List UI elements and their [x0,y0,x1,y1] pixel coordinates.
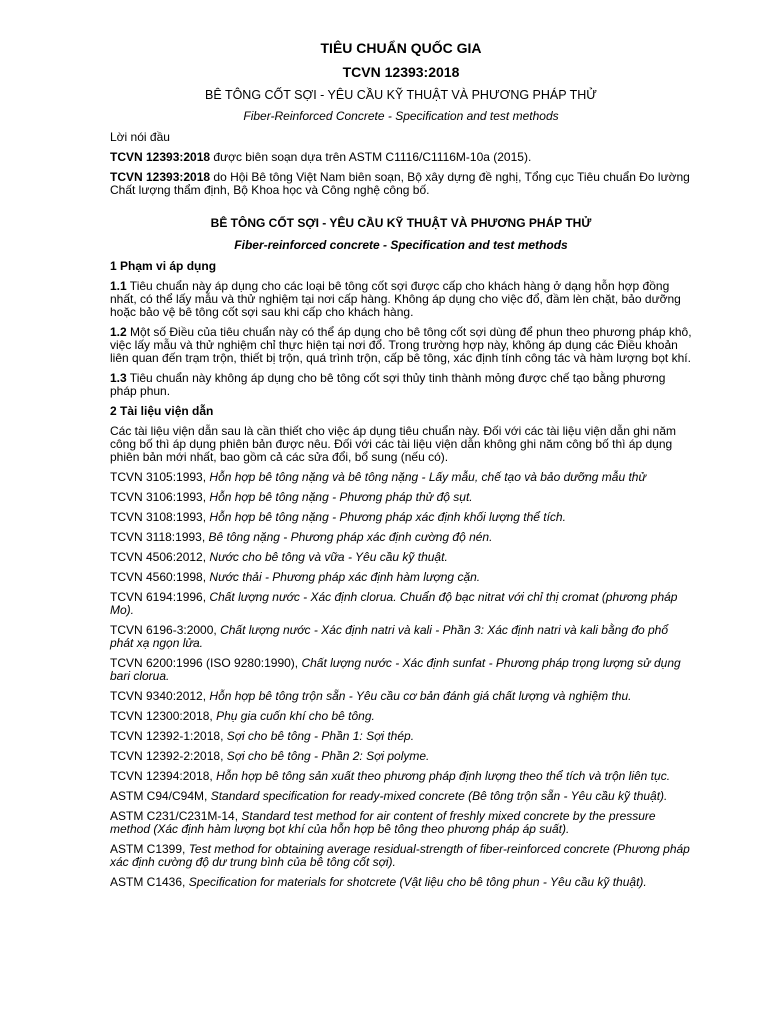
title-english: Fiber-Reinforced Concrete - Specification and test methods [243,109,559,123]
standard-code: TCVN 12393:2018 [342,64,460,80]
reference-item [110,551,692,564]
references-intro: Các tài liệu viện dẫn sau là cần thiết cho việc áp dụng tiêu chuẩn này. Đối với các tài liệu viện dẫn ghi năm công bố thì áp dụng phiên bản được nêu. Đối với các tài liệu viện dẫn không ghi năm công bố thì áp dụng phiên bản mới nhất, bao gồm cả các sửa đổi, bổ sung (nếu có). [110,424,676,464]
reference-item [110,810,692,836]
clause-text: Tiêu chuẩn này áp dụng cho các loại bê tông cốt sợi được cấp cho khách hàng ở dạng hỗn hợp đồng nhất, có thể lấy mẫu và thử nghiệm tại nơi cấp hàng. Không áp dụng cho việc đổ, đầm lèn chặt, bảo dưỡng hoặc bảo vệ bê tông cốt sợi sau khi cấp cho khách hàng. [110,279,681,319]
reference-title: Hỗn hợp bê tông nặng và bê tông nặng - Lấy mẫu, chế tạo và bảo dưỡng mẫu thử [209,470,647,484]
reference-code: ASTM C1399, [110,842,189,856]
reference-title: Hỗn hợp bê tông nặng - Phương pháp xác định khối lượng thể tích. [209,510,566,524]
reference-title: Sợi cho bê tông - Phần 1: Sợi thép. [226,729,415,743]
reference-code: TCVN 9340:2012, [110,689,210,703]
reference-code: TCVN 3108:1993, [110,510,210,524]
foreword-paragraph-2 [110,171,692,197]
reference-title: Test method for obtaining average residual-strength of fiber-reinforced concrete (Phương pháp xác định cường độ dư trung bình của bê tông cốt sợi). [110,842,690,869]
reference-title: Specification for materials for shotcrete (Vật liệu cho bê tông phun - Yêu cầu kỹ thuật). [188,875,647,889]
reference-code: TCVN 12392-2:2018, [110,749,227,763]
foreword-heading: Lời nói đầu [110,130,170,144]
reference-item [110,730,692,743]
foreword-text-2: do Hội Bê tông Việt Nam biên soạn, Bộ xây dựng đề nghị, Tổng cục Tiêu chuẩn Đo lường Chất lượng thẩm định, Bộ Khoa học và Công nghệ công bố. [110,170,690,197]
reference-title: Nước cho bê tông và vữa - Yêu cầu kỹ thuật. [209,550,448,564]
body-title-vietnamese: BÊ TÔNG CỐT SỢI - YÊU CẦU KỸ THUẬT VÀ PHƯƠNG PHÁP THỬ [210,216,592,230]
national-standard-heading: TIÊU CHUẨN QUỐC GIA [320,40,482,56]
reference-code: TCVN 4506:2012, [110,550,210,564]
clause-text: Một số Điều của tiêu chuẩn này có thể áp dụng cho bê tông cốt sợi dùng để phun theo phương pháp khô, việc lấy mẫu và thử nghiệm chỉ thực hiện tại nơi đổ. Trong trường hợp này, không áp dụng các Điều khoản liên quan đến trạm trộn, thiết bị trộn, quá trình trộn, cấp bê tông, xác định tính công tác và hàm lượng bọt khí. [110,325,692,365]
body-title-english: Fiber-reinforced concrete - Specification and test methods [234,238,568,252]
reference-title: Hỗn hợp bê tông trộn sẵn - Yêu cầu cơ bản đánh giá chất lượng và nghiệm thu. [209,689,632,703]
reference-code: TCVN 4560:1998, [110,570,210,584]
reference-code: TCVN 12394:2018, [110,769,217,783]
reference-title: Chất lượng nước - Xác định clorua. Chuẩn độ bạc nitrat với chỉ thị cromat (phương pháp Mo). [110,590,678,617]
foreword-paragraph-1 [110,151,692,164]
reference-list [110,471,692,889]
reference-title: Hỗn hợp bê tông nặng - Phương pháp thử độ sụt. [209,490,473,504]
reference-item [110,531,692,544]
reference-title: Chất lượng nước - Xác định sunfat - Phương pháp trọng lượng sử dụng bari clorua. [110,656,681,683]
reference-title: Phụ gia cuốn khí cho bê tông. [216,709,375,723]
reference-item [110,750,692,763]
reference-code: ASTM C1436, [110,875,189,889]
clause-1-2 [110,326,692,365]
clause-number: 1.2 [110,325,127,339]
reference-title: Standard test method for air content of freshly mixed concrete by the pressure method (Xác định hàm lượng bọt khí của hỗn hợp bê tông theo phương pháp áp suất). [110,809,656,836]
clause-number: 1.1 [110,279,127,293]
reference-item [110,571,692,584]
reference-code: ASTM C231/C231M-14, [110,809,242,823]
clause-text: Tiêu chuẩn này không áp dụng cho bê tông cốt sợi thủy tinh thành mỏng được chế tạo bằng phương pháp phun. [110,371,666,398]
reference-code: TCVN 6194:1996, [110,590,210,604]
reference-item [110,624,692,650]
reference-title: Hỗn hợp bê tông sản xuất theo phương pháp định lượng theo thể tích và trộn liên tục. [216,769,671,783]
clause-1-1 [110,280,692,319]
reference-item [110,690,692,703]
reference-item [110,843,692,869]
reference-code: TCVN 3118:1993, [110,530,209,544]
reference-item [110,591,692,617]
reference-title: Bê tông nặng - Phương pháp xác định cường độ nén. [208,530,493,544]
title-vietnamese: BÊ TÔNG CỐT SỢI - YÊU CẦU KỸ THUẬT VÀ PHƯƠNG PHÁP THỬ [205,88,597,102]
reference-code: TCVN 6200:1996 (ISO 9280:1990), [110,656,302,670]
reference-item [110,511,692,524]
reference-code: TCVN 6196-3:2000, [110,623,221,637]
reference-item [110,471,692,484]
section-2-heading: 2 Tài liệu viện dẫn [110,404,214,418]
foreword-text-1: được biên soạn dựa trên ASTM C1116/C1116M-10a (2015). [210,150,532,164]
reference-code: TCVN 3106:1993, [110,490,210,504]
reference-code: TCVN 3105:1993, [110,470,210,484]
clause-1-3 [110,372,692,398]
reference-item [110,657,692,683]
reference-item [110,710,692,723]
clause-number: 1.3 [110,371,127,385]
reference-code: ASTM C94/C94M, [110,789,211,803]
document-content [110,40,692,896]
section-1-heading: 1 Phạm vi áp dụng [110,259,217,273]
foreword-code-1: TCVN 12393:2018 [110,150,211,164]
reference-item [110,770,692,783]
reference-title: Nước thải - Phương pháp xác định hàm lượng cặn. [209,570,481,584]
reference-title: Chất lượng nước - Xác định natri và kali - Phần 3: Xác định natri và kali bằng đo phổ phát xạ ngọn lửa. [110,623,669,650]
reference-code: TCVN 12300:2018, [110,709,217,723]
reference-code: TCVN 12392-1:2018, [110,729,227,743]
foreword-code-2: TCVN 12393:2018 [110,170,211,184]
reference-item [110,876,692,889]
reference-title: Sợi cho bê tông - Phần 2: Sợi polyme. [226,749,430,763]
reference-item [110,790,692,803]
reference-item [110,491,692,504]
reference-title: Standard specification for ready-mixed concrete (Bê tông trộn sẵn - Yêu cầu kỹ thuật). [210,789,668,803]
